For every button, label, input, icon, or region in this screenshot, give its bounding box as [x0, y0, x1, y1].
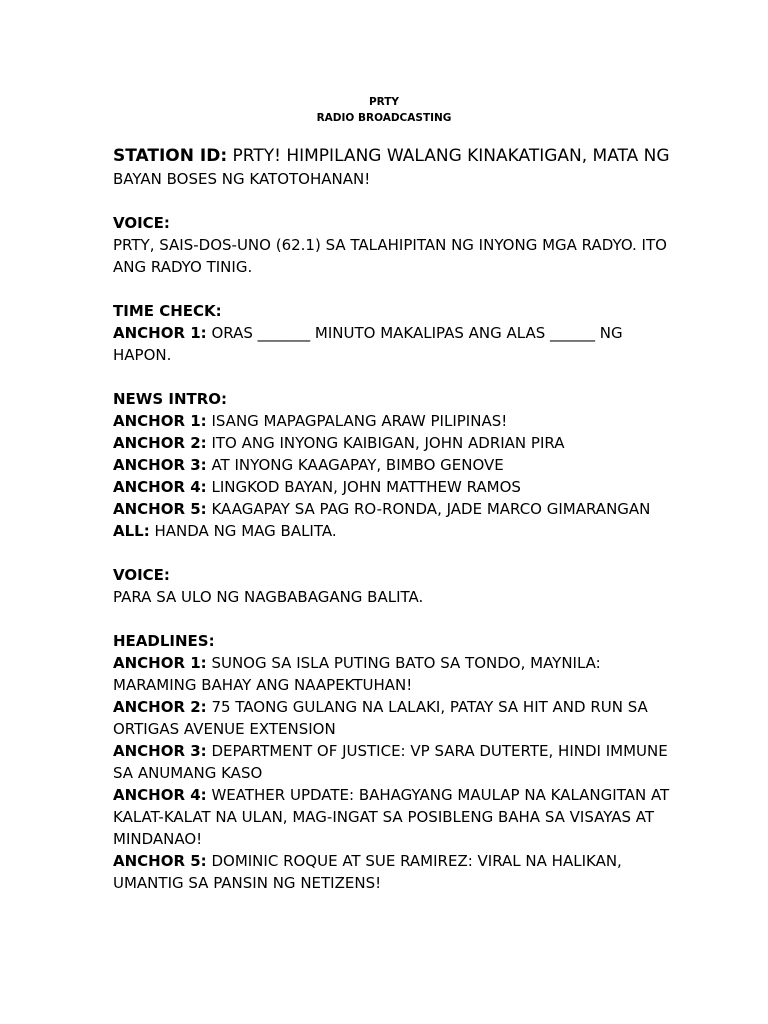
- line-text: DEPARTMENT OF JUSTICE: VP SARA DUTERTE, HINDI IMMUNE: [206, 742, 668, 760]
- headline-line-cont: ORTIGAS AVENUE EXTENSION: [113, 720, 336, 738]
- speaker-label: ANCHOR 4:: [113, 786, 207, 804]
- station-id-line: [113, 144, 673, 168]
- speaker-label: ALL:: [113, 522, 150, 540]
- line-text: AT INYONG KAAGAPAY, BIMBO GENOVE: [206, 456, 504, 474]
- line-text: ISANG MAPAGPALANG ARAW PILIPINAS!: [206, 412, 508, 430]
- headline-line: [113, 784, 673, 806]
- header-subtitle: RADIO BROADCASTING: [316, 112, 452, 124]
- station-id-text: PRTY! HIMPILANG WALANG KINAKATIGAN, MATA NG: [227, 146, 670, 166]
- news-intro-line: [113, 410, 673, 432]
- headlines-heading: HEADLINES:: [113, 632, 215, 650]
- headline-line-cont: SA ANUMANG KASO: [113, 764, 263, 782]
- speaker-label: ANCHOR 2:: [113, 698, 207, 716]
- headline-line-cont: UMANTIG SA PANSIN NG NETIZENS!: [113, 874, 382, 892]
- time-check-text: ORAS _______ MINUTO MAKALIPAS ANG ALAS ______ NG: [206, 324, 623, 342]
- script-body: [113, 144, 673, 894]
- news-intro-line: [113, 520, 673, 542]
- headline-line: [113, 696, 673, 718]
- time-check-line-cont: HAPON.: [113, 346, 172, 364]
- speaker-label: ANCHOR 5:: [113, 500, 207, 518]
- news-intro-line: [113, 498, 673, 520]
- line-text: HANDA NG MAG BALITA.: [149, 522, 337, 540]
- headline-line: [113, 850, 673, 872]
- station-id-label: STATION ID:: [113, 146, 228, 166]
- headline-line-cont: MINDANAO!: [113, 830, 203, 848]
- time-check-line: [113, 322, 673, 344]
- news-intro-line: [113, 476, 673, 498]
- speaker-label: ANCHOR 4:: [113, 478, 207, 496]
- document-header: [0, 94, 768, 126]
- header-title: PRTY: [368, 96, 400, 108]
- speaker-label: ANCHOR 1:: [113, 654, 207, 672]
- time-check-heading: TIME CHECK:: [113, 302, 222, 320]
- station-id-text-cont: BAYAN BOSES NG KATOTOHANAN!: [113, 170, 371, 188]
- headline-line: [113, 740, 673, 762]
- speaker-label: ANCHOR 5:: [113, 852, 207, 870]
- voice-line-2: PARA SA ULO NG NAGBABAGANG BALITA.: [113, 588, 424, 606]
- news-intro-heading: NEWS INTRO:: [113, 390, 228, 408]
- voice-line: PRTY, SAIS-DOS-UNO (62.1) SA TALAHIPITAN NG INYONG MGA RADYO. ITO: [113, 236, 667, 254]
- line-text: WEATHER UPDATE: BAHAGYANG MAULAP NA KALANGITAN AT: [206, 786, 670, 804]
- voice-heading: VOICE:: [113, 214, 170, 232]
- headlines-list: [113, 652, 673, 894]
- line-text: LINGKOD BAYAN, JOHN MATTHEW RAMOS: [206, 478, 521, 496]
- line-text: 75 TAONG GULANG NA LALAKI, PATAY SA HIT AND RUN SA: [206, 698, 648, 716]
- speaker-label: ANCHOR 1:: [113, 412, 207, 430]
- headline-line-cont: KALAT-KALAT NA ULAN, MAG-INGAT SA POSIBLENG BAHA SA VISAYAS AT: [113, 808, 655, 826]
- line-text: KAAGAPAY SA PAG RO-RONDA, JADE MARCO GIMARANGAN: [206, 500, 651, 518]
- speaker-label: ANCHOR 3:: [113, 742, 207, 760]
- line-text: ITO ANG INYONG KAIBIGAN, JOHN ADRIAN PIRA: [206, 434, 565, 452]
- headline-line: [113, 652, 673, 674]
- speaker-label: ANCHOR 1:: [113, 324, 207, 342]
- voice-heading-2: VOICE:: [113, 566, 170, 584]
- news-intro-list: [113, 410, 673, 542]
- voice-line-cont: ANG RADYO TINIG.: [113, 258, 253, 276]
- line-text: SUNOG SA ISLA PUTING BATO SA TONDO, MAYNILA:: [206, 654, 601, 672]
- news-intro-line: [113, 454, 673, 476]
- headline-line-cont: MARAMING BAHAY ANG NAAPEKTUHAN!: [113, 676, 413, 694]
- speaker-label: ANCHOR 2:: [113, 434, 207, 452]
- line-text: DOMINIC ROQUE AT SUE RAMIREZ: VIRAL NA HALIKAN,: [206, 852, 622, 870]
- news-intro-line: [113, 432, 673, 454]
- speaker-label: ANCHOR 3:: [113, 456, 207, 474]
